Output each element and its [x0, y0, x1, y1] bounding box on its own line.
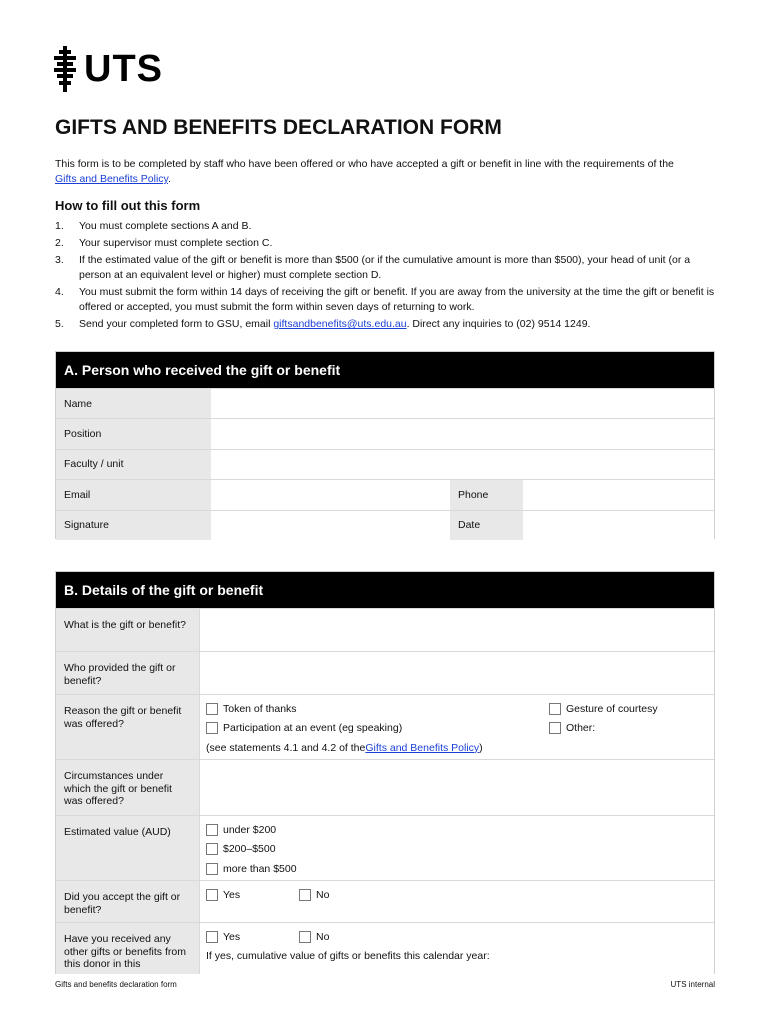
footer-title: Gifts and benefits declaration form [55, 980, 177, 989]
circumstances-field[interactable] [199, 760, 714, 815]
gesture-checkbox[interactable] [549, 703, 561, 715]
what-field[interactable] [199, 609, 714, 651]
other-checkbox[interactable] [549, 722, 561, 734]
section-b [55, 571, 715, 974]
over-500-label: more than $500 [223, 862, 297, 875]
other-label: Other: [566, 722, 596, 735]
under-200-checkbox[interactable] [206, 824, 218, 836]
footer-classification: UTS internal [670, 980, 715, 989]
uts-crest-icon [52, 46, 78, 92]
participation-label: Participation at an event (eg speaking) [223, 722, 403, 735]
other-gifts-no-checkbox[interactable] [299, 931, 311, 943]
accepted-yes-checkbox[interactable] [206, 889, 218, 901]
name-label: Name [56, 389, 211, 418]
position-field[interactable] [211, 419, 714, 448]
other-gifts-field [199, 923, 714, 974]
over-500-checkbox[interactable] [206, 863, 218, 875]
step-item: 1. You must complete sections A and B. [55, 220, 252, 232]
policy-link[interactable]: Gifts and Benefits Policy [55, 173, 169, 185]
200-500-checkbox[interactable] [206, 843, 218, 855]
step-item: 4. You must submit the form within 14 days of receiving the gift or benefit. If you are away from the university at the time the gift or benefit is offered or accepted, you must submit the form within seven days of returning to work. [55, 286, 715, 313]
phone-label: Phone [450, 480, 523, 509]
token-label: Token of thanks [223, 702, 297, 715]
what-label: What is the gift or benefit? [56, 609, 199, 651]
email-field[interactable] [211, 480, 450, 509]
under-200-label: under $200 [223, 823, 277, 836]
section-a-heading: A. Person who received the gift or benefit [56, 352, 714, 388]
signature-field[interactable] [211, 511, 450, 540]
intro-text: This form is to be completed by staff who have been offered or who have accepted a gift or benefit in line with the requirements of the Gifts and Benefits Policy. [55, 158, 674, 185]
cumulative-label: If yes, cumulative value of gifts or benefits this calendar year: [206, 950, 490, 963]
value-field [199, 816, 714, 880]
section-b-heading: B. Details of the gift or benefit [56, 572, 714, 608]
accepted-field [199, 881, 714, 922]
page-title: GIFTS AND BENEFITS DECLARATION FORM [55, 116, 502, 139]
steps-list [55, 219, 715, 334]
date-label: Date [450, 511, 523, 540]
gesture-label: Gesture of courtesy [566, 702, 658, 715]
accepted-yes-label: Yes [223, 888, 241, 901]
faculty-field[interactable] [211, 450, 714, 479]
who-field[interactable] [199, 652, 714, 694]
other-gifts-no-label: No [316, 930, 330, 943]
accepted-label: Did you accept the gift or benefit? [56, 881, 199, 922]
200-500-label: $200–$500 [223, 843, 276, 856]
faculty-label: Faculty / unit [56, 450, 211, 479]
howto-heading: How to fill out this form [55, 198, 201, 213]
reason-note: (see statements 4.1 and 4.2 of the Gifts and Benefits Policy ) [206, 741, 483, 754]
reason-field [199, 695, 714, 759]
name-field[interactable] [211, 389, 714, 418]
policy-link[interactable]: Gifts and Benefits Policy [365, 741, 480, 754]
step-item: 3. If the estimated value of the gift or benefit is more than $500 (or if the cumulative amount is more than $500), your head of unit (or a person at an equivalent level or higher) must complete section D. [55, 254, 691, 281]
email-link[interactable]: giftsandbenefits@uts.edu.au [273, 318, 407, 330]
participation-checkbox[interactable] [206, 722, 218, 734]
position-label: Position [56, 419, 211, 448]
email-label: Email [56, 480, 211, 509]
circumstances-label: Circumstances under which the gift or benefit was offered? [56, 760, 199, 815]
uts-logo [52, 46, 163, 92]
accepted-no-label: No [316, 888, 330, 901]
section-a [55, 351, 715, 539]
other-gifts-label: Have you received any other gifts or benefits from this donor in this [56, 923, 199, 974]
signature-label: Signature [56, 511, 211, 540]
accepted-no-checkbox[interactable] [299, 889, 311, 901]
logo-text: UTS [84, 48, 163, 90]
step-item: 5. Send your completed form to GSU, email giftsandbenefits@uts.edu.au. Direct any inquiries to (02) 9514 1249. [55, 318, 591, 330]
phone-field[interactable] [523, 480, 714, 509]
who-label: Who provided the gift or benefit? [56, 652, 199, 694]
other-gifts-yes-label: Yes [223, 930, 241, 943]
other-gifts-yes-checkbox[interactable] [206, 931, 218, 943]
token-checkbox[interactable] [206, 703, 218, 715]
value-label: Estimated value (AUD) [56, 816, 199, 880]
reason-label: Reason the gift or benefit was offered? [56, 695, 199, 759]
step-item: 2. Your supervisor must complete section C. [55, 237, 273, 249]
date-field[interactable] [523, 511, 714, 540]
